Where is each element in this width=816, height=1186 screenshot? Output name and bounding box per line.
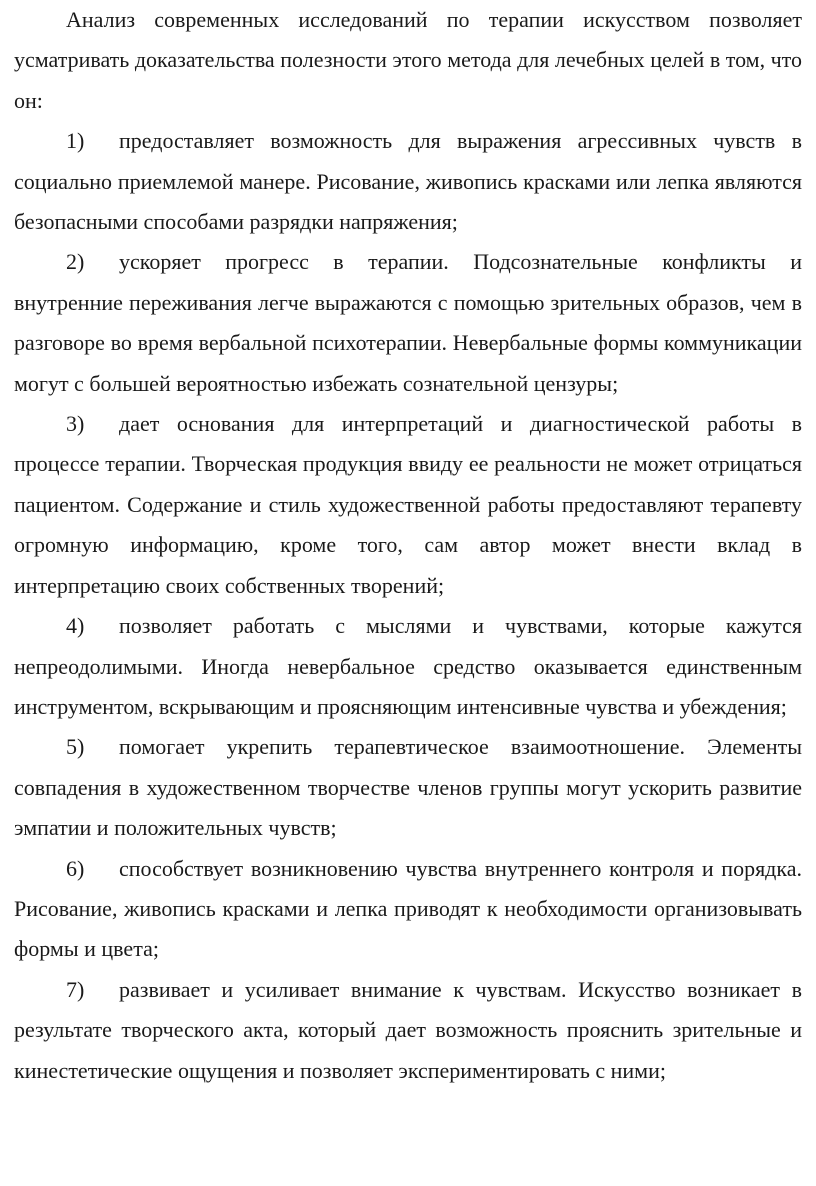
list-item	[14, 121, 802, 242]
list-item-number: 4)	[66, 613, 85, 639]
list-item-number: 1)	[66, 128, 85, 154]
list-item	[14, 727, 802, 848]
list-item-text: позволяет работать с мыслями и чувствами, которые кажутся непреодолимыми. Иногда невербальное средство оказывается единственным инструментом, вскрывающим и проясняющим интенсивные чувства и убеждения;	[14, 613, 802, 719]
list-item	[14, 606, 802, 727]
list-item	[14, 404, 802, 606]
list-item-text: предоставляет возможность для выражения агрессивных чувств в социально приемлемой манере. Рисование, живопись красками или лепка являются безопасными способами разрядки напряжения;	[14, 128, 802, 235]
list-item-text: помогает укрепить терапевтическое взаимоотношение. Элементы совпадения в художественном творчестве членов группы могут ускорить развитие эмпатии и положительных чувств;	[14, 734, 802, 841]
list-item	[14, 970, 802, 1091]
list-item-text: развивает и усиливает внимание к чувствам. Искусство возникает в результате творческого акта, который дает возможность прояснить зрительные и кинестетические ощущения и позволяет экспериментировать с ними;	[14, 976, 802, 1083]
list-item-number: 2)	[66, 249, 85, 275]
list-item-number: 3)	[66, 411, 85, 437]
list-item-text: дает основания для интерпретаций и диагностической работы в процессе терапии. Творческая продукция ввиду ее реальности не может отрицаться пациентом. Содержание и стиль художественной работы предоставляют терапевту огромную информацию, кроме того, сам автор может внести вклад в интерпретацию своих собственных творений;	[14, 411, 802, 598]
list-item	[14, 242, 802, 404]
list-item-number: 5)	[66, 734, 85, 760]
list-item-number: 7)	[66, 976, 85, 1002]
list-item-number: 6)	[66, 855, 85, 881]
list-item-text: ускоряет прогресс в терапии. Подсознательные конфликты и внутренние переживания легче выражаются с помощью зрительных образов, чем в разговоре во время вербальной психотерапии. Невербальные формы коммуникации могут с большей вероятностью избежать сознательной цензуры;	[14, 249, 802, 396]
list-item	[14, 849, 802, 970]
list-item-text: способствует возникновению чувства внутреннего контроля и порядка. Рисование, живопись красками и лепка приводят к необходимости организовывать формы и цвета;	[14, 855, 802, 962]
intro-paragraph: Анализ современных исследований по терапии искусством позволяет усматривать доказательства полезности этого метода для лечебных целей в том, что он:	[14, 7, 802, 113]
